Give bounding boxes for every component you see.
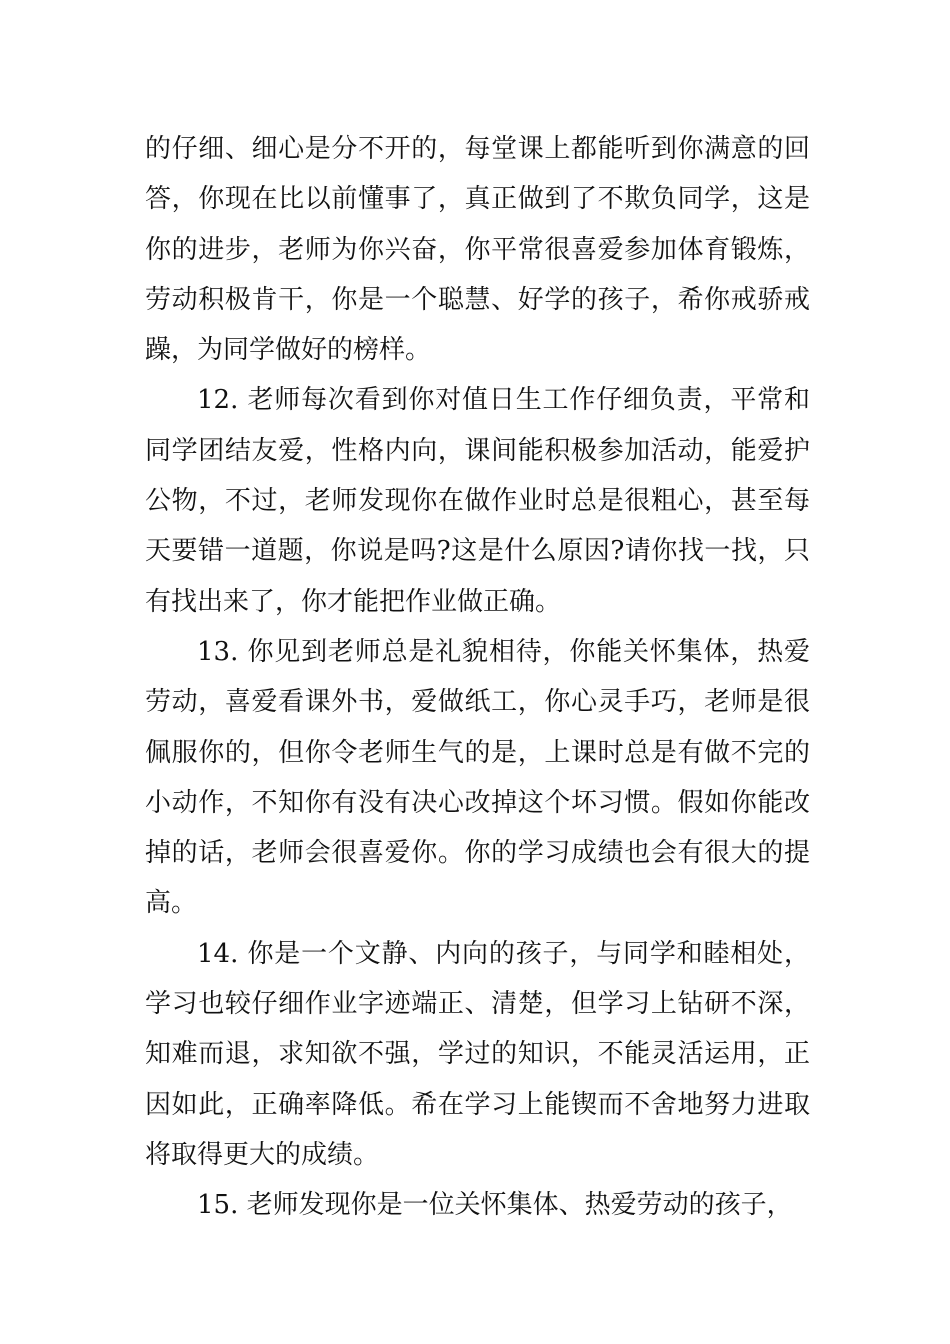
paragraph-item-12: 12. 老师每次看到你对值日生工作仔细负责，平常和同学团结友爱，性格内向，课间能积极参加活动，能爱护公物，不过，老师发现你在做作业时总是很粗心，甚至每天要错一道题，你说是吗?这是什么原因?请你找一找，只有找出来了，你才能把作业做正确。 [145, 385, 810, 617]
paragraph-item-14: 14. 你是一个文静、内向的孩子，与同学和睦相处，学习也较仔细作业字迹端正、清楚，但学习上钻研不深，知难而退，求知欲不强，学过的知识，不能灵活运用，正因如此，正确率降低。希在学习上能锲而不舍地努力进取将取得更大的成绩。 [145, 938, 810, 1170]
paragraph-item-15: 15. 老师发现你是一位关怀集体、热爱劳动的孩子， [197, 1190, 793, 1221]
paragraph-item-13: 13. 你见到老师总是礼貌相待，你能关怀集体，热爱劳动，喜爱看课外书，爱做纸工，你心灵手巧，老师是很佩服你的，但你令老师生气的是，上课时总是有做不完的小动作，不知你有没有决心改掉这个坏习惯。假如你能改掉的话，老师会很喜爱你。你的学习成绩也会有很大的提高。 [145, 636, 810, 919]
document-body [145, 124, 810, 1231]
paragraph-continuation: 的仔细、细心是分不开的，每堂课上都能听到你满意的回答，你现在比以前懂事了，真正做到了不欺负同学，这是你的进步，老师为你兴奋，你平常很喜爱参加体育锻炼，劳动积极肯干，你是一个聪慧、好学的孩子，希你戒骄戒躁，为同学做好的榜样。 [145, 134, 810, 366]
